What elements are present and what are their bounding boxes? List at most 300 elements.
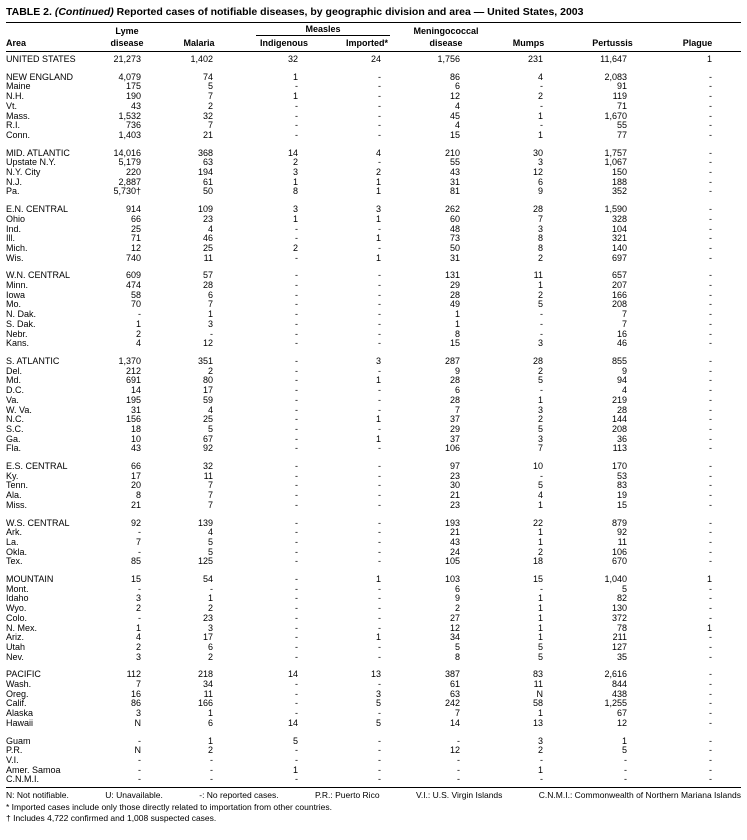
value-cell: 77	[616, 129, 627, 140]
value-cell: -	[295, 443, 298, 454]
value-cell: -	[378, 100, 381, 111]
legend-virgin-islands: V.I.: U.S. Virgin Islands	[415, 790, 503, 801]
value-cell: 1	[537, 129, 543, 140]
value-cell: -	[295, 755, 298, 765]
value-cell: -	[709, 632, 712, 643]
value-cell: 73	[449, 233, 460, 244]
value-cell: -	[138, 612, 141, 623]
col-header-meningococcal-disease: disease	[406, 37, 486, 52]
value-cell: 670	[611, 556, 627, 567]
table-row	[6, 756, 741, 766]
value-cell: -	[709, 365, 712, 376]
value-cell: 57	[202, 270, 213, 281]
value-cell: -	[295, 289, 298, 300]
value-cell: -	[295, 120, 298, 131]
area-cell: Utah	[6, 641, 26, 652]
value-cell: 1	[537, 764, 543, 775]
value-cell: -	[295, 688, 298, 699]
table-row	[6, 519, 741, 529]
value-cell: -	[295, 338, 298, 349]
value-cell: 37	[449, 414, 460, 425]
table-row	[6, 594, 741, 604]
value-cell: 32	[287, 54, 298, 64]
area-cell: Miss.	[6, 499, 27, 510]
value-cell: 6	[454, 81, 460, 92]
table-row	[6, 73, 741, 83]
value-cell: 2	[135, 603, 141, 614]
table-row	[6, 737, 741, 747]
value-cell: 242	[444, 698, 460, 709]
value-cell: -	[295, 299, 298, 310]
value-cell: 19	[616, 490, 627, 501]
value-cell: 5	[621, 583, 627, 594]
value-cell: 67	[202, 433, 213, 444]
value-cell: -	[709, 280, 712, 291]
value-cell: -	[378, 223, 381, 234]
value-cell: -	[378, 583, 381, 594]
value-cell: 188	[611, 176, 627, 187]
value-cell: -	[709, 603, 712, 614]
value-cell: 13	[532, 717, 543, 728]
area-cell: Mass.	[6, 110, 31, 121]
value-cell: 11	[203, 688, 213, 699]
table-row	[6, 300, 741, 310]
value-cell: 91	[616, 81, 627, 92]
value-cell: 1	[537, 593, 543, 604]
value-cell: -	[378, 157, 381, 168]
value-cell: -	[709, 423, 712, 434]
value-cell: -	[709, 252, 712, 263]
value-cell: 3	[537, 735, 543, 746]
value-cell: 6	[207, 717, 213, 728]
legend-not-notifiable: N: Not notifiable.	[6, 790, 69, 801]
value-cell: 6	[207, 289, 213, 300]
value-cell: 7	[454, 708, 460, 719]
value-cell: 28	[202, 280, 213, 291]
value-cell: 1	[537, 622, 543, 633]
value-cell: 14	[130, 385, 141, 396]
value-cell: 1	[207, 708, 213, 719]
table-row	[6, 376, 741, 386]
value-cell: -	[709, 355, 712, 366]
value-cell: -	[709, 100, 712, 111]
table-number: TABLE 2.	[6, 6, 52, 18]
table-row	[6, 670, 741, 680]
value-cell: 2	[454, 603, 460, 614]
value-cell: 7	[207, 91, 213, 102]
area-cell: Kans.	[6, 338, 30, 349]
value-cell: 193	[444, 517, 460, 528]
value-cell: 5	[537, 299, 543, 310]
table-row	[6, 575, 741, 585]
value-cell: 21	[202, 129, 213, 140]
value-cell: 14	[449, 717, 460, 728]
value-cell: 5,179	[118, 157, 141, 168]
value-cell: -	[709, 679, 712, 690]
table-row	[6, 481, 741, 491]
value-cell: -	[378, 270, 381, 281]
value-cell: 1	[537, 708, 543, 719]
table-row	[6, 92, 741, 102]
value-cell: 28	[449, 394, 460, 405]
value-cell: 5	[621, 745, 627, 756]
value-cell: -	[540, 328, 543, 339]
value-cell: 1	[621, 735, 627, 746]
area-cell: W.N. CENTRAL	[6, 270, 71, 281]
value-cell: 328	[611, 213, 627, 224]
value-cell: 63	[202, 157, 213, 168]
col-header-lyme-disease: disease	[96, 37, 158, 52]
value-cell: 4	[207, 527, 213, 538]
value-cell: 14	[287, 717, 298, 728]
value-cell: 55	[449, 157, 460, 168]
value-cell: -	[378, 328, 381, 339]
value-cell: 1	[454, 309, 460, 320]
value-cell: -	[210, 774, 213, 785]
col-header-imported: Imported*	[328, 37, 406, 52]
table-row	[6, 585, 741, 595]
value-cell: -	[709, 129, 712, 140]
value-cell: 2	[537, 414, 543, 425]
value-cell: -	[709, 651, 712, 662]
table-row	[6, 435, 741, 445]
value-cell: 49	[449, 299, 460, 310]
value-cell: 4	[375, 147, 381, 158]
value-cell: 1	[207, 309, 213, 320]
value-cell: 368	[197, 147, 213, 158]
table-row	[6, 528, 741, 538]
table-row	[6, 548, 741, 558]
area-cell: N.C.	[6, 414, 24, 425]
footnote-imported: * Imported cases include only those directly related to importation from other countries.	[6, 802, 332, 813]
area-cell: Amer. Samoa	[6, 764, 61, 775]
value-cell: -	[709, 338, 712, 349]
value-cell: -	[295, 583, 298, 594]
area-cell: Del.	[6, 365, 23, 376]
value-cell: 54	[202, 574, 213, 585]
value-cell: -	[709, 242, 712, 253]
area-cell: Calif.	[6, 698, 27, 709]
table-row	[6, 396, 741, 406]
title-text: Reported cases of notifiable diseases, by geographic division and area — United States, 2003	[116, 6, 584, 18]
area-cell: Mo.	[6, 299, 22, 310]
table-row	[6, 643, 741, 653]
value-cell: -	[709, 110, 712, 121]
value-cell: -	[378, 745, 381, 756]
value-cell: -	[378, 641, 381, 652]
value-cell: -	[295, 574, 298, 585]
value-cell: 5	[207, 536, 213, 547]
value-cell: 170	[611, 461, 627, 472]
value-cell: 2	[135, 328, 141, 339]
value-cell: 9	[454, 365, 460, 376]
table-row	[6, 633, 741, 643]
area-cell: N.H.	[6, 91, 24, 102]
value-cell: 210	[444, 147, 460, 158]
col-header-pertussis: Pertussis	[571, 37, 654, 52]
value-cell: 31	[449, 252, 460, 263]
value-cell: -	[378, 443, 381, 454]
value-cell: -	[709, 233, 712, 244]
value-cell: -	[378, 91, 381, 102]
value-cell: 2	[207, 651, 213, 662]
value-cell: -	[709, 490, 712, 501]
area-cell: Ala.	[6, 490, 22, 501]
value-cell: 11	[617, 536, 627, 547]
value-cell: 21	[130, 499, 141, 510]
col-header-meningococcal-top: Meningococcal	[413, 26, 479, 36]
value-cell: -	[295, 110, 298, 121]
area-cell: S. Dak.	[6, 318, 36, 329]
value-cell: 12	[449, 622, 460, 633]
value-cell: -	[295, 470, 298, 481]
value-cell: 207	[611, 280, 627, 291]
value-cell: 12	[616, 717, 627, 728]
value-cell: -	[210, 755, 213, 765]
value-cell: 36	[616, 433, 627, 444]
value-cell: -	[709, 71, 712, 82]
area-cell: E.N. CENTRAL	[6, 204, 69, 215]
table-row	[6, 472, 741, 482]
value-cell: -	[378, 556, 381, 567]
value-cell: 1	[135, 622, 141, 633]
group-spacer	[6, 197, 741, 205]
group-spacer	[6, 567, 741, 575]
col-header-area: Area	[6, 37, 96, 52]
table-row	[6, 254, 741, 264]
area-cell: Colo.	[6, 612, 28, 623]
value-cell: -	[378, 129, 381, 140]
value-cell: -	[540, 81, 543, 92]
value-cell: -	[295, 270, 298, 281]
table-row	[6, 491, 741, 501]
area-cell: Oreg.	[6, 688, 29, 699]
value-cell: 1	[537, 536, 543, 547]
value-cell: -	[378, 603, 381, 614]
value-cell: 219	[611, 394, 627, 405]
value-cell: 8	[292, 186, 298, 197]
value-cell: 7	[207, 480, 213, 491]
area-cell: N.J.	[6, 176, 23, 187]
value-cell: 28	[532, 204, 543, 215]
value-cell: 150	[611, 167, 627, 178]
value-cell: 2	[537, 289, 543, 300]
value-cell: -	[138, 755, 141, 765]
area-cell: Ariz.	[6, 632, 24, 643]
area-cell: Wis.	[6, 252, 24, 263]
col-header-mumps: Mumps	[486, 37, 571, 52]
value-cell: -	[378, 81, 381, 92]
value-cell: 30	[449, 480, 460, 491]
area-cell: Mont.	[6, 583, 29, 594]
value-cell: -	[709, 375, 712, 386]
header-spacer	[654, 23, 741, 37]
value-cell: 61	[449, 679, 460, 690]
value-cell: 16	[616, 328, 627, 339]
table-row	[6, 234, 741, 244]
value-cell: 15	[616, 499, 627, 510]
value-cell: 697	[611, 252, 627, 263]
value-cell: 55	[616, 120, 627, 131]
table-row	[6, 690, 741, 700]
value-cell: -	[709, 470, 712, 481]
value-cell: 8	[454, 328, 460, 339]
value-cell: -	[378, 404, 381, 415]
value-cell: 21,273	[113, 54, 141, 64]
value-cell: 4	[207, 223, 213, 234]
value-cell: -	[378, 71, 381, 82]
value-cell: -	[138, 527, 141, 538]
value-cell: 28	[449, 289, 460, 300]
value-cell: 372	[611, 612, 627, 623]
value-cell: 58	[532, 698, 543, 709]
header-spacer	[486, 23, 571, 37]
value-cell: 3	[207, 622, 213, 633]
value-cell: 14	[287, 147, 298, 158]
area-cell: MOUNTAIN	[6, 574, 54, 585]
area-cell: UNITED STATES	[6, 54, 76, 64]
value-cell: 1	[706, 622, 712, 633]
col-header-indigenous: Indigenous	[240, 37, 328, 52]
value-cell: -	[378, 499, 381, 510]
value-cell: 5	[375, 698, 381, 709]
table-row	[6, 131, 741, 141]
table-header	[6, 23, 741, 52]
value-cell: 4	[207, 404, 213, 415]
table-row	[6, 604, 741, 614]
table-row	[6, 121, 741, 131]
value-cell: -	[378, 517, 381, 528]
value-cell: 125	[197, 556, 213, 567]
value-cell: -	[709, 499, 712, 510]
value-cell: 92	[202, 443, 213, 454]
value-cell: 1	[537, 394, 543, 405]
value-cell: 3	[207, 318, 213, 329]
value-cell: -	[709, 556, 712, 567]
value-cell: -	[295, 499, 298, 510]
value-cell: N	[134, 717, 141, 728]
value-cell: 3	[135, 708, 141, 719]
value-cell: 12	[532, 167, 543, 178]
value-cell: -	[457, 774, 460, 785]
value-cell: N	[536, 688, 543, 699]
value-cell: -	[378, 299, 381, 310]
table-row	[6, 102, 741, 112]
value-cell: 195	[125, 394, 141, 405]
area-cell: NEW ENGLAND	[6, 71, 74, 82]
value-cell: 4	[135, 632, 141, 643]
value-cell: 352	[611, 186, 627, 197]
value-cell: -	[709, 517, 712, 528]
value-cell: 109	[197, 204, 213, 215]
table-row	[6, 406, 741, 416]
value-cell: 80	[202, 375, 213, 386]
value-cell: -	[709, 583, 712, 594]
value-cell: -	[540, 583, 543, 594]
group-spacer	[6, 263, 741, 271]
value-cell: -	[295, 517, 298, 528]
value-cell: 43	[449, 536, 460, 547]
value-cell: 2	[207, 603, 213, 614]
value-cell: 31	[130, 404, 141, 415]
value-cell: 8	[537, 233, 543, 244]
table-body	[6, 52, 741, 786]
value-cell: -	[457, 755, 460, 765]
value-cell: 2	[537, 546, 543, 557]
value-cell: 2,083	[604, 71, 627, 82]
value-cell: 81	[449, 186, 460, 197]
value-cell: 7	[537, 443, 543, 454]
value-cell: 43	[130, 443, 141, 454]
value-cell: -	[378, 764, 381, 775]
value-cell: -	[378, 120, 381, 131]
value-cell: 1	[375, 375, 381, 386]
value-cell: 1,590	[604, 204, 627, 215]
value-cell: 32	[202, 110, 213, 121]
value-cell: 351	[197, 355, 213, 366]
value-cell: -	[709, 404, 712, 415]
col-header-malaria: Malaria	[158, 37, 240, 52]
value-cell: 156	[125, 414, 141, 425]
table-row	[6, 746, 741, 756]
area-cell: Ill.	[6, 233, 15, 244]
value-cell: 15	[130, 574, 141, 585]
area-cell: N. Dak.	[6, 309, 37, 320]
value-cell: 22	[532, 517, 543, 528]
value-cell: -	[295, 536, 298, 547]
value-cell: 63	[449, 688, 460, 699]
value-cell: -	[709, 755, 712, 765]
value-cell: 7	[135, 536, 141, 547]
value-cell: 212	[125, 365, 141, 376]
value-cell: 1,402	[190, 54, 213, 64]
value-cell: -	[709, 328, 712, 339]
table-row	[6, 680, 741, 690]
value-cell: 60	[449, 213, 460, 224]
area-cell: P.R.	[6, 745, 23, 756]
area-cell: Tenn.	[6, 480, 29, 491]
value-cell: 78	[616, 622, 627, 633]
value-cell: 3	[537, 404, 543, 415]
table-row	[6, 614, 741, 624]
value-cell: -	[378, 622, 381, 633]
value-cell: -	[540, 100, 543, 111]
value-cell: -	[138, 774, 141, 785]
value-cell: -	[210, 583, 213, 594]
area-cell: La.	[6, 536, 19, 547]
value-cell: 29	[449, 423, 460, 434]
value-cell: 70	[130, 299, 141, 310]
value-cell: 12	[202, 338, 213, 349]
value-cell: 59	[202, 394, 213, 405]
area-cell: S. ATLANTIC	[6, 355, 60, 366]
value-cell: 31	[449, 176, 460, 187]
value-cell: 2	[537, 745, 543, 756]
value-cell: -	[295, 328, 298, 339]
legend-no-reported-cases: -: No reported cases.	[199, 790, 279, 801]
value-cell: -	[709, 91, 712, 102]
value-cell: 1	[375, 433, 381, 444]
value-cell: 8	[454, 651, 460, 662]
value-cell: 1	[537, 280, 543, 291]
value-cell: 1,756	[437, 54, 460, 64]
value-cell: 1	[375, 233, 381, 244]
value-cell: 9	[537, 186, 543, 197]
value-cell: 1	[292, 764, 298, 775]
area-cell: Nebr.	[6, 328, 28, 339]
area-cell: N. Mex.	[6, 622, 38, 633]
value-cell: 1	[537, 603, 543, 614]
